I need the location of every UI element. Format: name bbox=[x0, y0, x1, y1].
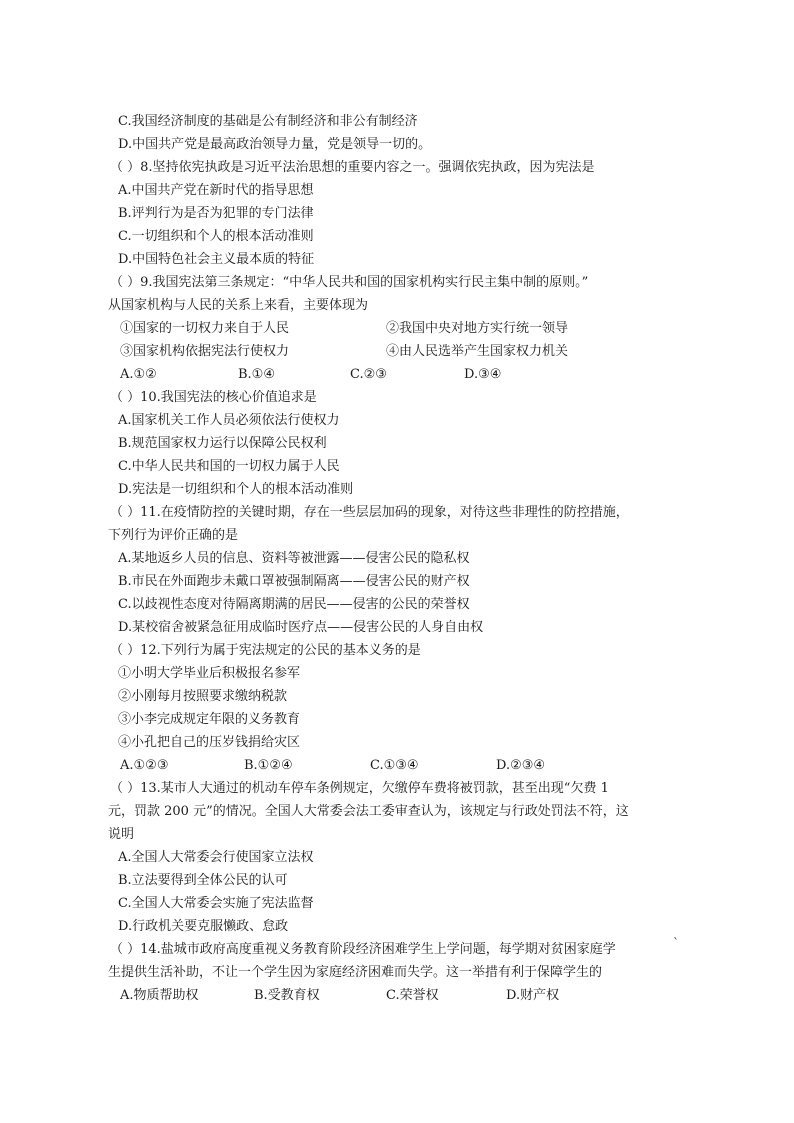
q10-option-b: B.规范国家权力运行以保障公民权利 bbox=[118, 436, 327, 451]
question-14: （ ）14.盐城市政府高度重视义务教育阶段经济困难学生上学问题，每学期对贫困家庭学 bbox=[110, 942, 616, 957]
q14-option-b: B.受教育权 bbox=[254, 988, 320, 1003]
question-11: （ ）11.在疫情防控的关键时期，存在一些层层加码的现象，对待这些非理性的防控措施， bbox=[110, 505, 629, 520]
q11-option-d: D.某校宿舍被紧急征用成临时医疗点——侵害公民的人身自由权 bbox=[118, 620, 484, 635]
question-13: （ ）13.某市人大通过的机动车停车条例规定，欠缴停车费将被罚款，甚至出现“欠费 1 bbox=[110, 781, 609, 796]
q9-statement-3: ③国家机构依据宪法行使权力 bbox=[120, 344, 290, 359]
q7-option-d: D.中国共产党是最高政治领导力量，党是领导一切的。 bbox=[118, 137, 432, 152]
question-8: （ ）8.坚持依宪执政是习近平法治思想的重要内容之一。强调依宪执政，因为宪法是 bbox=[110, 160, 595, 175]
q9-statement-1: ①国家的一切权力来自于人民 bbox=[120, 321, 290, 336]
q13-option-b: B.立法要得到全体公民的认可 bbox=[118, 873, 288, 888]
q13-option-c: C.全国人大常委会实施了宪法监督 bbox=[118, 896, 314, 911]
q9-option-a: A.①② bbox=[120, 367, 157, 382]
question-12: （ ）12.下列行为属于宪法规定的公民的基本义务的是 bbox=[110, 643, 421, 658]
q12-option-b: B.①②④ bbox=[244, 758, 293, 773]
q12-statement-3: ③小李完成规定年限的义务教育 bbox=[118, 712, 301, 727]
q9-option-b: B.①④ bbox=[238, 367, 275, 382]
q12-statement-4: ④小孔把自己的压岁钱捐给灾区 bbox=[118, 735, 301, 750]
question-9: （ ）9.我国宪法第三条规定：“中华人民共和国的国家机构实行民主集中制的原则。” bbox=[110, 275, 589, 290]
q10-option-d: D.宪法是一切组织和个人的根本活动准则 bbox=[118, 482, 354, 497]
q12-option-a: A.①②③ bbox=[120, 758, 169, 773]
q14-option-a: A.物质帮助权 bbox=[120, 988, 199, 1003]
q13-option-d: D.行政机关要克服懒政、怠政 bbox=[118, 919, 289, 934]
q11-option-b: B.市民在外面跑步未戴口罩被强制隔离——侵害公民的财产权 bbox=[118, 574, 470, 589]
q8-option-c: C.一切组织和个人的根本活动准则 bbox=[118, 229, 314, 244]
q9-statement-2: ②我国中央对地方实行统一领导 bbox=[386, 321, 569, 336]
question-9-cont: 从国家机构与人民的关系上来看，主要体现为 bbox=[108, 298, 369, 313]
q11-option-c: C.以歧视性态度对待隔离期满的居民——侵害的公民的荣誉权 bbox=[118, 597, 470, 612]
q12-option-d: D.②③④ bbox=[496, 758, 546, 773]
q14-option-c: C.荣誉权 bbox=[386, 988, 439, 1003]
q11-option-a: A.某地返乡人员的信息、资料等被泄露——侵害公民的隐私权 bbox=[118, 551, 470, 566]
q7-option-c: C.我国经济制度的基础是公有制经济和非公有制经济 bbox=[118, 114, 418, 129]
q9-option-c: C.②③ bbox=[350, 367, 387, 382]
q10-option-c: C.中华人民共和国的一切权力属于人民 bbox=[118, 459, 340, 474]
q9-option-d: D.③④ bbox=[464, 367, 502, 382]
q8-option-b: B.评判行为是否为犯罪的专门法律 bbox=[118, 206, 314, 221]
q13-option-a: A.全国人大常委会行使国家立法权 bbox=[118, 850, 314, 865]
q9-statement-4: ④由人民选举产生国家权力机关 bbox=[386, 344, 569, 359]
q8-option-a: A.中国共产党在新时代的指导思想 bbox=[118, 183, 314, 198]
question-10: （ ）10.我国宪法的核心价值追求是 bbox=[110, 390, 317, 405]
question-11-cont: 下列行为评价正确的是 bbox=[108, 528, 239, 543]
q12-statement-2: ②小刚每月按照要求缴纳税款 bbox=[118, 689, 288, 704]
q12-option-c: C.①③④ bbox=[370, 758, 419, 773]
q12-statement-1: ①小明大学毕业后积极报名参军 bbox=[118, 666, 301, 681]
q8-option-d: D.中国特色社会主义最本质的特征 bbox=[118, 252, 315, 267]
scan-speck: ` bbox=[673, 936, 679, 950]
question-13-cont-1: 元，罚款 200 元”的情况。全国人大常委会法工委审查认为，该规定与行政处罚法不符，这 bbox=[108, 804, 629, 819]
q10-option-a: A.国家机关工作人员必须依法行使权力 bbox=[118, 413, 340, 428]
question-13-cont-2: 说明 bbox=[108, 827, 135, 842]
question-14-cont: 生提供生活补助，不让一个学生因为家庭经济困难而失学。这一举措有利于保障学生的 bbox=[108, 965, 603, 980]
q14-option-d: D.财产权 bbox=[506, 988, 560, 1003]
